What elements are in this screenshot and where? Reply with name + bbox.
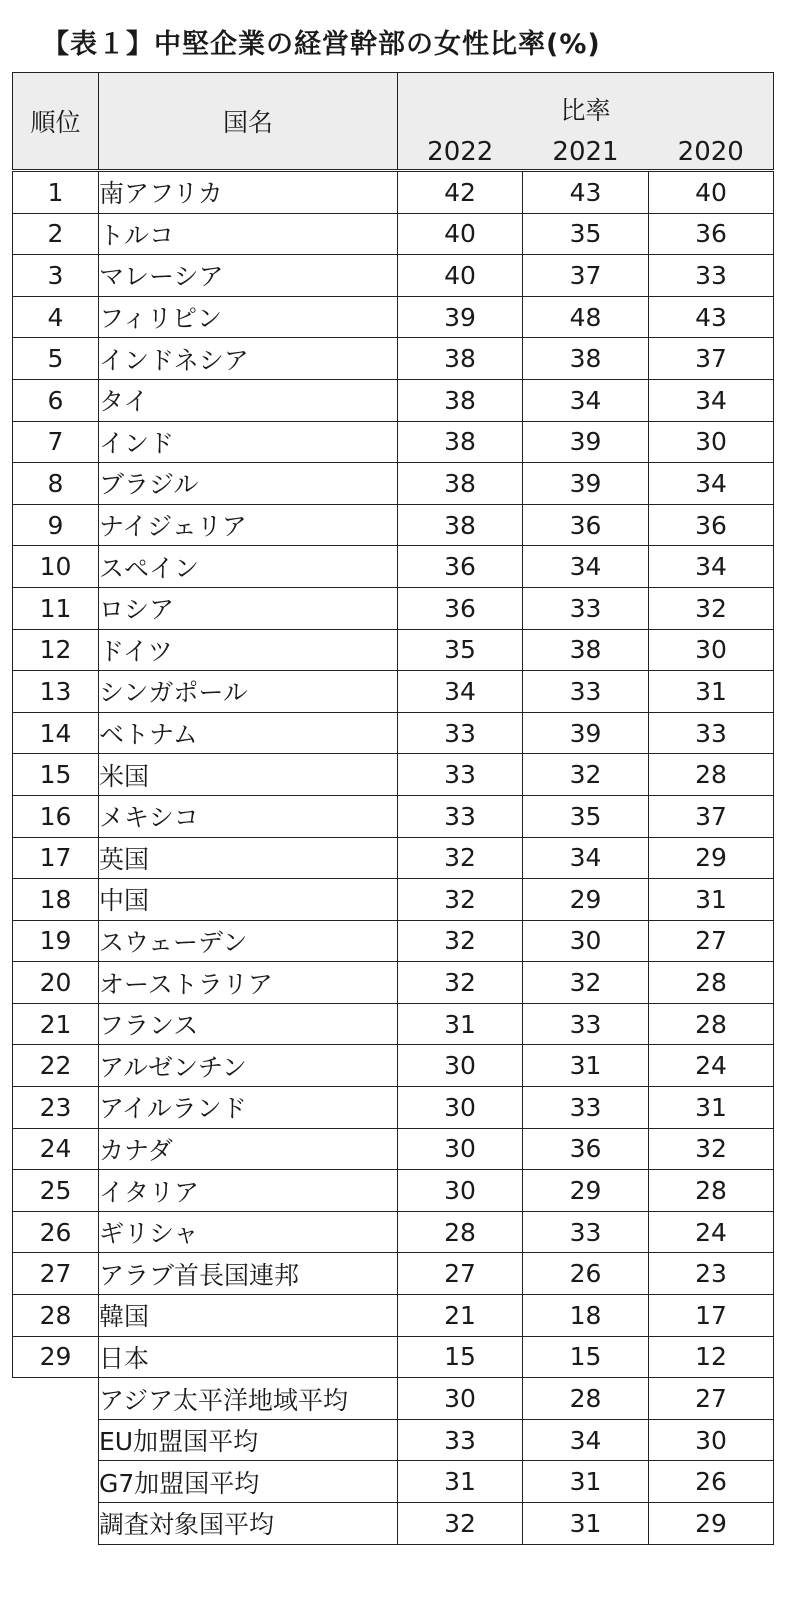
country-cell: イタリア [99, 1170, 398, 1212]
value-2022-cell: 38 [398, 379, 523, 421]
header-rank: 順位 [13, 73, 99, 171]
country-cell: ギリシャ [99, 1211, 398, 1253]
value-2020-cell: 32 [649, 1128, 774, 1170]
value-2022-cell: 32 [398, 920, 523, 962]
value-2020-cell: 30 [649, 629, 774, 671]
average-row [13, 1419, 774, 1461]
value-2022-cell: 34 [398, 671, 523, 713]
value-2021-cell: 43 [523, 171, 649, 214]
table-body [13, 171, 774, 1545]
value-2021-cell: 32 [523, 962, 649, 1004]
value-2022-cell: 39 [398, 296, 523, 338]
empty-rank-cell [13, 1378, 99, 1420]
average-row [13, 1503, 774, 1545]
value-2022-cell: 33 [398, 795, 523, 837]
country-cell: 韓国 [99, 1295, 398, 1337]
rank-cell: 7 [13, 421, 99, 463]
value-2022-cell: 38 [398, 463, 523, 505]
value-2021-cell: 28 [523, 1378, 649, 1420]
country-cell: ロシア [99, 587, 398, 629]
table-header [13, 73, 774, 171]
table-row [13, 629, 774, 671]
country-cell: ナイジェリア [99, 504, 398, 546]
table-row [13, 338, 774, 380]
value-2020-cell: 36 [649, 504, 774, 546]
ranking-table [12, 72, 774, 1545]
table-row [13, 879, 774, 921]
country-cell: 英国 [99, 837, 398, 879]
value-2020-cell: 34 [649, 379, 774, 421]
value-2020-cell: 17 [649, 1295, 774, 1337]
value-2021-cell: 33 [523, 1087, 649, 1129]
table-row [13, 1170, 774, 1212]
rank-cell: 25 [13, 1170, 99, 1212]
country-cell: フランス [99, 1003, 398, 1045]
rank-cell: 9 [13, 504, 99, 546]
country-cell: トルコ [99, 213, 398, 255]
value-2020-cell: 28 [649, 962, 774, 1004]
table-row [13, 463, 774, 505]
rank-cell: 2 [13, 213, 99, 255]
country-cell: ドイツ [99, 629, 398, 671]
table-row [13, 1003, 774, 1045]
value-2022-cell: 38 [398, 338, 523, 380]
value-2021-cell: 37 [523, 255, 649, 297]
country-cell: アラブ首長国連邦 [99, 1253, 398, 1295]
value-2022-cell: 36 [398, 587, 523, 629]
value-2021-cell: 38 [523, 338, 649, 380]
table-title: 【表１】中堅企業の経営幹部の女性比率(%) [42, 29, 601, 60]
value-2020-cell: 34 [649, 463, 774, 505]
rank-cell: 4 [13, 296, 99, 338]
value-2022-cell: 33 [398, 754, 523, 796]
rank-cell: 11 [13, 587, 99, 629]
value-2021-cell: 39 [523, 712, 649, 754]
country-cell: 日本 [99, 1336, 398, 1378]
rank-cell: 22 [13, 1045, 99, 1087]
rank-cell: 6 [13, 379, 99, 421]
value-2022-cell: 32 [398, 962, 523, 1004]
value-2022-cell: 33 [398, 1419, 523, 1461]
table-row [13, 213, 774, 255]
value-2021-cell: 31 [523, 1045, 649, 1087]
value-2022-cell: 30 [398, 1087, 523, 1129]
value-2020-cell: 33 [649, 712, 774, 754]
country-cell: インド [99, 421, 398, 463]
rank-cell: 10 [13, 546, 99, 588]
value-2022-cell: 30 [398, 1128, 523, 1170]
average-label-cell: EU加盟国平均 [99, 1419, 398, 1461]
rank-cell: 28 [13, 1295, 99, 1337]
table-row [13, 171, 774, 214]
rank-cell: 16 [13, 795, 99, 837]
empty-rank-cell [13, 1461, 99, 1503]
average-label-cell: 調査対象国平均 [99, 1503, 398, 1545]
value-2022-cell: 33 [398, 712, 523, 754]
value-2021-cell: 31 [523, 1503, 649, 1545]
value-2022-cell: 28 [398, 1211, 523, 1253]
value-2020-cell: 28 [649, 1003, 774, 1045]
table-row [13, 421, 774, 463]
value-2021-cell: 33 [523, 1003, 649, 1045]
rank-cell: 12 [13, 629, 99, 671]
value-2021-cell: 33 [523, 671, 649, 713]
table-row [13, 795, 774, 837]
empty-rank-cell [13, 1503, 99, 1545]
country-cell: インドネシア [99, 338, 398, 380]
value-2021-cell: 34 [523, 837, 649, 879]
rank-cell: 19 [13, 920, 99, 962]
table-row [13, 296, 774, 338]
value-2022-cell: 31 [398, 1003, 523, 1045]
country-cell: フィリピン [99, 296, 398, 338]
value-2021-cell: 34 [523, 379, 649, 421]
table-row [13, 1045, 774, 1087]
table-row [13, 379, 774, 421]
value-2021-cell: 35 [523, 213, 649, 255]
rank-cell: 13 [13, 671, 99, 713]
value-2021-cell: 35 [523, 795, 649, 837]
value-2021-cell: 30 [523, 920, 649, 962]
rank-cell: 8 [13, 463, 99, 505]
country-cell: 米国 [99, 754, 398, 796]
value-2020-cell: 29 [649, 1503, 774, 1545]
average-row [13, 1461, 774, 1503]
header-ratio: 比率 [398, 73, 774, 128]
table-row [13, 754, 774, 796]
value-2020-cell: 43 [649, 296, 774, 338]
value-2022-cell: 30 [398, 1378, 523, 1420]
value-2020-cell: 31 [649, 879, 774, 921]
country-cell: ベトナム [99, 712, 398, 754]
value-2022-cell: 30 [398, 1045, 523, 1087]
value-2022-cell: 40 [398, 213, 523, 255]
table-row [13, 1211, 774, 1253]
country-cell: オーストラリア [99, 962, 398, 1004]
value-2021-cell: 33 [523, 1211, 649, 1253]
value-2020-cell: 30 [649, 1419, 774, 1461]
header-country: 国名 [99, 73, 398, 171]
value-2020-cell: 26 [649, 1461, 774, 1503]
table-row [13, 712, 774, 754]
header-year-2022: 2022 [398, 127, 523, 171]
value-2021-cell: 34 [523, 546, 649, 588]
value-2020-cell: 33 [649, 255, 774, 297]
country-cell: スウェーデン [99, 920, 398, 962]
table-row [13, 1087, 774, 1129]
table-row [13, 671, 774, 713]
value-2022-cell: 31 [398, 1461, 523, 1503]
value-2022-cell: 27 [398, 1253, 523, 1295]
value-2021-cell: 31 [523, 1461, 649, 1503]
value-2022-cell: 42 [398, 171, 523, 214]
table-row [13, 837, 774, 879]
average-label-cell: アジア太平洋地域平均 [99, 1378, 398, 1420]
table-row [13, 962, 774, 1004]
empty-rank-cell [13, 1419, 99, 1461]
value-2021-cell: 36 [523, 1128, 649, 1170]
rank-cell: 21 [13, 1003, 99, 1045]
value-2020-cell: 28 [649, 1170, 774, 1212]
average-label-cell: G7加盟国平均 [99, 1461, 398, 1503]
header-year-2020: 2020 [649, 127, 774, 171]
average-row [13, 1378, 774, 1420]
value-2021-cell: 34 [523, 1419, 649, 1461]
value-2021-cell: 32 [523, 754, 649, 796]
table-row [13, 1295, 774, 1337]
rank-cell: 14 [13, 712, 99, 754]
value-2021-cell: 39 [523, 421, 649, 463]
table-row [13, 587, 774, 629]
value-2021-cell: 29 [523, 1170, 649, 1212]
value-2021-cell: 39 [523, 463, 649, 505]
value-2020-cell: 24 [649, 1211, 774, 1253]
value-2022-cell: 40 [398, 255, 523, 297]
country-cell: スペイン [99, 546, 398, 588]
value-2020-cell: 27 [649, 1378, 774, 1420]
table-row [13, 504, 774, 546]
value-2020-cell: 30 [649, 421, 774, 463]
table-row [13, 920, 774, 962]
value-2022-cell: 38 [398, 504, 523, 546]
value-2020-cell: 27 [649, 920, 774, 962]
rank-cell: 1 [13, 171, 99, 214]
country-cell: カナダ [99, 1128, 398, 1170]
value-2021-cell: 36 [523, 504, 649, 546]
country-cell: 中国 [99, 879, 398, 921]
value-2020-cell: 37 [649, 795, 774, 837]
value-2022-cell: 35 [398, 629, 523, 671]
value-2020-cell: 37 [649, 338, 774, 380]
table-row [13, 1253, 774, 1295]
rank-cell: 5 [13, 338, 99, 380]
value-2022-cell: 32 [398, 837, 523, 879]
country-cell: 南アフリカ [99, 171, 398, 214]
rank-cell: 17 [13, 837, 99, 879]
country-cell: アルゼンチン [99, 1045, 398, 1087]
value-2022-cell: 21 [398, 1295, 523, 1337]
rank-cell: 27 [13, 1253, 99, 1295]
rank-cell: 15 [13, 754, 99, 796]
table-row [13, 1336, 774, 1378]
value-2020-cell: 23 [649, 1253, 774, 1295]
value-2020-cell: 31 [649, 671, 774, 713]
value-2021-cell: 48 [523, 296, 649, 338]
rank-cell: 23 [13, 1087, 99, 1129]
value-2020-cell: 36 [649, 213, 774, 255]
value-2020-cell: 29 [649, 837, 774, 879]
value-2022-cell: 38 [398, 421, 523, 463]
value-2021-cell: 15 [523, 1336, 649, 1378]
value-2021-cell: 29 [523, 879, 649, 921]
table-row [13, 255, 774, 297]
rank-cell: 18 [13, 879, 99, 921]
value-2021-cell: 33 [523, 587, 649, 629]
country-cell: マレーシア [99, 255, 398, 297]
value-2022-cell: 15 [398, 1336, 523, 1378]
value-2020-cell: 12 [649, 1336, 774, 1378]
rank-cell: 26 [13, 1211, 99, 1253]
country-cell: アイルランド [99, 1087, 398, 1129]
value-2022-cell: 36 [398, 546, 523, 588]
value-2021-cell: 18 [523, 1295, 649, 1337]
value-2020-cell: 31 [649, 1087, 774, 1129]
value-2020-cell: 32 [649, 587, 774, 629]
country-cell: タイ [99, 379, 398, 421]
value-2022-cell: 32 [398, 1503, 523, 1545]
value-2021-cell: 26 [523, 1253, 649, 1295]
header-year-2021: 2021 [523, 127, 649, 171]
rank-cell: 20 [13, 962, 99, 1004]
value-2022-cell: 32 [398, 879, 523, 921]
country-cell: シンガポール [99, 671, 398, 713]
value-2020-cell: 40 [649, 171, 774, 214]
value-2022-cell: 30 [398, 1170, 523, 1212]
value-2020-cell: 34 [649, 546, 774, 588]
table-row [13, 546, 774, 588]
value-2020-cell: 24 [649, 1045, 774, 1087]
country-cell: ブラジル [99, 463, 398, 505]
rank-cell: 24 [13, 1128, 99, 1170]
rank-cell: 29 [13, 1336, 99, 1378]
rank-cell: 3 [13, 255, 99, 297]
table-row [13, 1128, 774, 1170]
country-cell: メキシコ [99, 795, 398, 837]
value-2020-cell: 28 [649, 754, 774, 796]
value-2021-cell: 38 [523, 629, 649, 671]
